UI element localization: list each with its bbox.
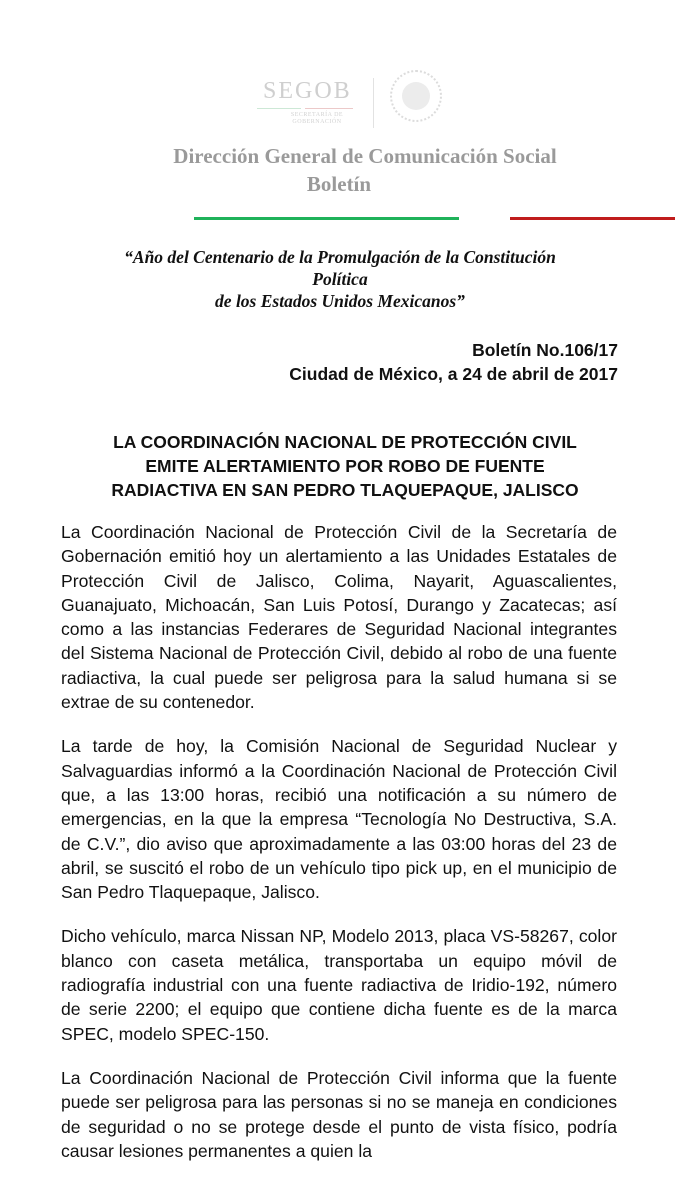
header-rule-red [510,217,675,220]
motto [60,246,620,312]
logo-divider [373,78,374,128]
motto-line: Política [312,269,368,289]
segob-subtitle-line2: GOBERNACIÓN [292,119,342,125]
headline-line: EMITE ALERTAMIENTO POR ROBO DE FUENTE [145,456,545,476]
segob-subtitle [277,112,357,126]
logo-rule-red [305,108,353,109]
headline-line: LA COORDINACIÓN NACIONAL DE PROTECCIÓN CIVIL [113,432,577,452]
headline-line: RADIACTIVA EN SAN PEDRO TLAQUEPAQUE, JALISCO [111,480,579,500]
segob-subtitle-line1: SECRETARÍA DE [290,112,344,118]
logo-rule-green [257,108,301,109]
headline [50,430,640,502]
motto-line: de los Estados Unidos Mexicanos” [215,291,465,311]
body-text [61,520,617,1183]
paragraph: La Coordinación Nacional de Protección Civil de la Secretaría de Gobernación emitió hoy un alertamiento a las Unidades Estatales de Protección Civil de Jalisco, Colima, Nayarit, Aguascalientes, Guanajuato, Michoacán, San Luis Potosí, Durango y Zacatecas; así como a las instancias Federares de Seguridad Nacional integrantes del Sistema Nacional de Protección Civil, debido al robo de una fuente radiactiva, la cual puede ser peligrosa para la salud humana si se extrae de su contenedor. [61,522,617,713]
department-title: Dirección General de Comunicación Social [173,144,557,168]
document-type: Boletín [306,172,372,196]
coat-of-arms-seal-icon [390,70,442,122]
segob-wordmark: SEGOB [263,78,352,104]
header-rule-green [194,217,459,220]
paragraph: La Coordinación Nacional de Protección Civil informa que la fuente puede ser peligrosa para las personas si no se maneja en condiciones de seguridad o no se protege desde el punto de vista físico, podría causar lesiones permanentes a quien la [61,1067,617,1161]
seal-eagle-icon [402,82,430,110]
bulletin-meta [289,338,618,386]
segob-logo [255,68,455,128]
bulletin-number: Boletín No.106/17 [472,340,618,360]
bulletin-place-date: Ciudad de México, a 24 de abril de 2017 [289,364,618,384]
paragraph: La tarde de hoy, la Comisión Nacional de Seguridad Nuclear y Salvaguardias informó a la Coordinación Nacional de Protección Civil que, a las 13:00 horas, recibió una notificación a su número de emergencias, en la que la empresa “Tecnología No Destructiva, S.A. de C.V.”, dio aviso que aproximadamente a las 03:00 horas del 23 de abril, se suscitó el robo de un vehículo tipo pick up, en el municipio de San Pedro Tlaquepaque, Jalisco. [61,736,617,903]
paragraph: Dicho vehículo, marca Nissan NP, Modelo 2013, placa VS-58267, color blanco con caseta metálica, transportaba un equipo móvil de radiografía industrial con una fuente radiactiva de Iridio-192, número de serie 2200; el equipo que contiene dicha fuente es de la marca SPEC, modelo SPEC-150. [61,926,617,1044]
motto-line: “Año del Centenario de la Promulgación de la Constitución [124,247,556,267]
